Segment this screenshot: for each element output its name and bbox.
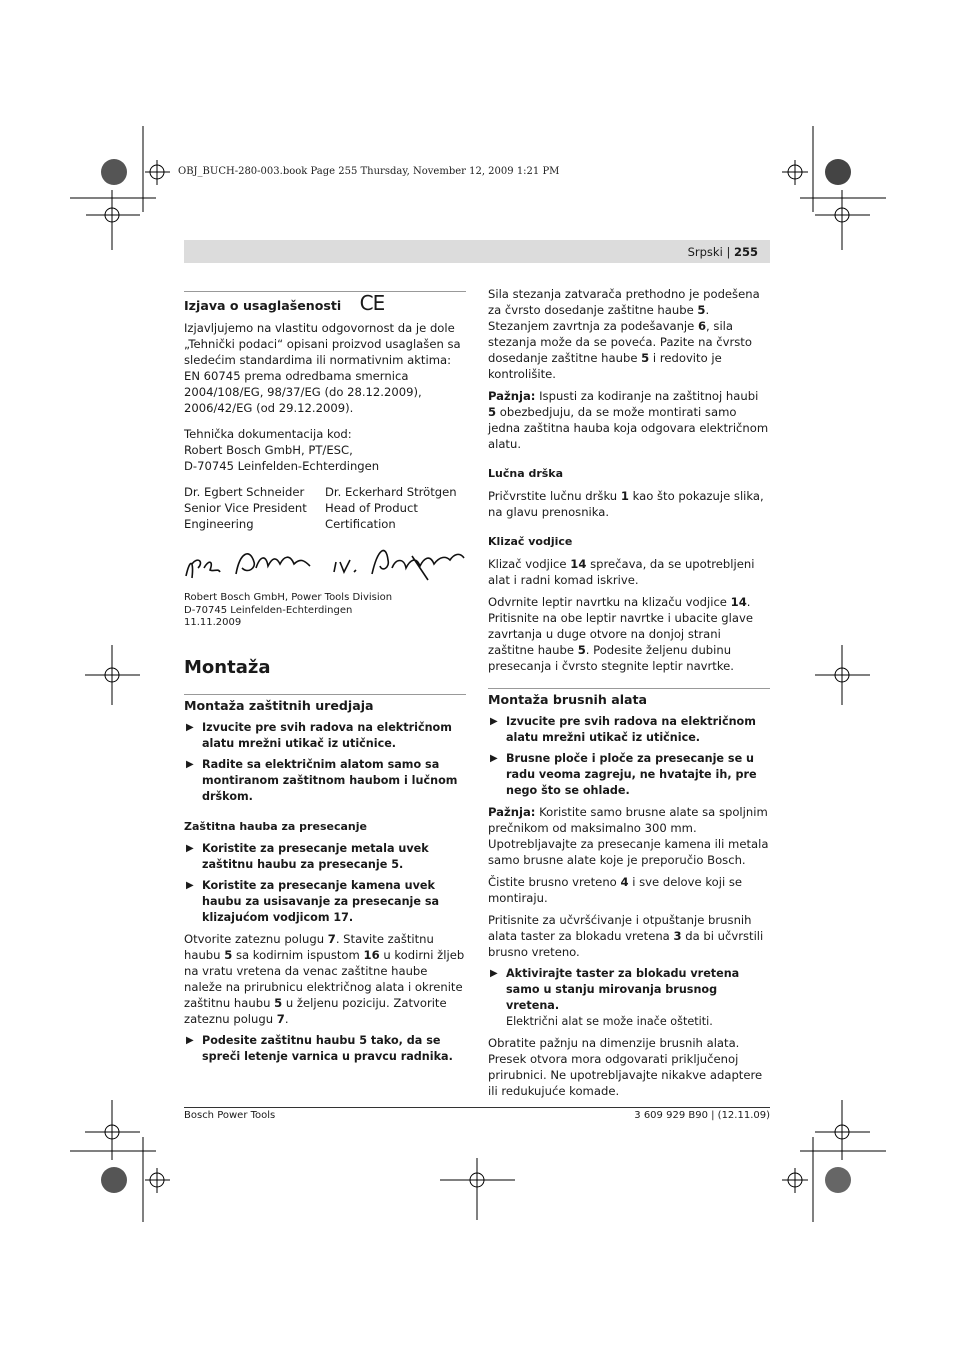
bullet-arrow-icon: ▶ (186, 842, 194, 854)
signer2-title2: Certification (325, 517, 396, 531)
signer-1 (184, 484, 325, 532)
ref-number: 14 (570, 557, 587, 571)
signer-2 (325, 484, 466, 532)
text-run: Klizač vodjice (488, 557, 571, 571)
text-run: sa kodirnim ispustom (232, 947, 364, 962)
bullet-arrow-icon: ▶ (186, 758, 194, 770)
declaration-title: Izjava o usaglašenosti (184, 298, 342, 313)
guard-mounting-heading: Montaža zaštitnih uredjaja (184, 694, 466, 714)
header-text (688, 245, 758, 259)
note-label: Pažnja: (488, 805, 536, 819)
footer-right: 3 609 929 B90 | (12.11.09) (634, 1110, 770, 1121)
ce-mark: CE (359, 291, 385, 315)
warning-bullet (184, 1033, 466, 1065)
bullet-text: Radite sa električnim alatom samo sa montiranom zaštitnom haubom i lučnom drškom. (202, 757, 458, 803)
ref-number: 5 (697, 303, 706, 317)
signer1-name: Dr. Egbert Schneider (184, 485, 305, 499)
bullet-text: Aktivirajte taster za blokadu vretena samo u stanju mirovanja brusnog vretena. (506, 967, 740, 1012)
guide-slide-heading: Klizač vodjice (488, 535, 573, 548)
signer2-title1: Head of Product (325, 501, 418, 515)
left-column (184, 291, 466, 1070)
text-run: . (284, 1011, 289, 1026)
signer1-title2: Engineering (184, 517, 254, 531)
text-run: da bi učvrstili brusno vreteno. (488, 929, 764, 959)
bullet-arrow-icon: ▶ (490, 716, 498, 727)
warning-bullet (488, 751, 770, 799)
text-run: . Podesite željenu dubinu presecanja i čvrsto stegnite leptir navrtke. (488, 643, 734, 673)
header-separator: | (726, 245, 731, 259)
text-run: Otvorite zateznu polugu (184, 931, 328, 946)
ref-number: 5 (577, 643, 586, 657)
grinding-tools-heading: Montaža brusnih alata (488, 688, 770, 708)
text-run: Koristite samo brusne alate sa spoljnim prečnikom od maksimalno 300 mm. Upotrebljavajte za presecanje kamena ili metala samo brusne alate koje je preporučio Bosch. (488, 805, 769, 867)
text-run: Ispusti za kodiranje na zaštitnoj haubi (535, 389, 759, 403)
tech-doc-address: D-70745 Leinfelden-Echterdingen (184, 459, 380, 473)
bullet-text: Izvucite pre svih radova na električnom alatu mrežni utikač iz utičnice. (506, 715, 756, 744)
footer-left: Bosch Power Tools (184, 1110, 276, 1121)
text-run: , sila stezanja može da se poveća. Pazite na čvrsto dosedanje zaštitne haube (488, 319, 752, 365)
clamp-paragraph (488, 286, 770, 382)
declaration-heading (184, 291, 466, 314)
ref-number: 4 (620, 875, 629, 889)
ref-number: 5 (224, 947, 233, 962)
bullet-arrow-icon: ▶ (186, 721, 194, 733)
company-line: Robert Bosch GmbH, Power Tools Division (184, 592, 393, 603)
note-diameter (488, 804, 770, 868)
bullet-text: Koristite za presecanje metala uvek zaštitnu haubu za presecanje 5. (202, 841, 429, 871)
ref-number: 7 (276, 1011, 285, 1026)
ref-number: 5 (641, 351, 650, 365)
company-block (184, 592, 466, 630)
declaration-date: 11.11.2009 (184, 617, 242, 628)
text-run: sprečava, da se upotrebljeni alat i radni komad iskrive. (488, 557, 755, 587)
bullet-text: Izvucite pre svih radova na električnom alatu mrežni utikač iz utičnice. (202, 720, 452, 750)
bullet-text: Brusne ploče i ploče za presecanje se u radu veoma zagreju, ne hvatajte ih, pre nego što se ohlade. (506, 752, 757, 797)
signers (184, 484, 466, 532)
ref-number: 6 (697, 319, 707, 333)
text-run: Pritisnite za učvršćivanje i otpuštanje brusnih alata taster za blokadu vretena (488, 913, 752, 943)
text-run: Odvrnite leptir navrtku na klizaču vodjice (488, 595, 731, 609)
text-run: u željenu poziciju. Zatvorite zateznu polugu (184, 995, 447, 1026)
ref-number: 7 (327, 931, 336, 946)
tech-doc (184, 426, 466, 474)
ref-number: 3 (673, 929, 682, 943)
bullet-arrow-icon: ▶ (186, 1034, 194, 1046)
signer1-title1: Senior Vice President (184, 501, 307, 515)
handle-paragraph (488, 488, 770, 520)
bullet-arrow-icon: ▶ (490, 968, 498, 979)
ref-number: 14 (730, 595, 747, 609)
slide-paragraph-2 (488, 594, 770, 674)
company-address: D-70745 Leinfelden-Echterdingen (184, 604, 353, 616)
text-run: kao što pokazuje slika, na glavu prenosnika. (488, 489, 764, 519)
ref-number: 5 (274, 995, 283, 1010)
ref-number: 16 (363, 947, 380, 962)
right-column (488, 286, 770, 1105)
text-run: . Stavite zaštitnu haubu (184, 931, 434, 962)
bullet-text: Podesite zaštitnu haubu 5 tako, da se spreči letenje varnica u pravcu radnika. (202, 1033, 453, 1063)
lever-paragraph (184, 931, 466, 1027)
warning-bullet (488, 966, 770, 1030)
footer-rule (184, 1107, 770, 1108)
text-run: u kodirni žljeb na vratu vretena da venac zaštitne haube naleže na prirubnicu električnog alata i okrenite zaštitnu haubu (184, 947, 465, 1010)
bullet-arrow-icon: ▶ (490, 753, 498, 764)
final-paragraph: Obratite pažnju na dimenzije brusnih alata. Presek otvora mora odgovarati priključenoj prirubnici. Ne upotrebljavajte nikakve adaptere ili redukujuće komade. (488, 1036, 763, 1098)
bullet-tail-text: Električni alat se može inače oštetiti. (506, 1015, 713, 1028)
ref-number: 1 (620, 489, 629, 503)
bullet-arrow-icon: ▶ (186, 879, 194, 891)
declaration-text: Izjavljujemo na vlastitu odgovornost da je dole „Tehnički podaci“ opisani proizvod usaglašen sa sledećim standardima ili normativnim aktima: EN 60745 prema odredbama smernica 2004/108/EG, 98/37/EG (do 28.12.2009), 2006/42/EG (od 29.12.2009). (184, 321, 461, 415)
text-run: obezbedjuju, da se može montirati samo jedna zaštitna hauba koja odgovara električnom alatu. (488, 405, 769, 451)
text-run: i sve delove koji se montiraju. (488, 875, 743, 905)
ref-number: 5 (488, 405, 497, 419)
note-coding (488, 388, 770, 452)
text-run: Pričvrstite lučnu dršku (488, 489, 621, 503)
text-run: Čistite brusno vreteno (488, 875, 621, 889)
print-info-line: OBJ_BUCH-280-003.book Page 255 Thursday, November 12, 2009 1:21 PM (178, 166, 560, 177)
warning-bullet (184, 757, 466, 805)
text-run: . Stezanjem zavrtnja za podešavanje (488, 303, 710, 333)
clean-paragraph (488, 874, 770, 906)
bullet-text: Koristite za presecanje kamena uvek haubu za usisavanje za presecanje sa klizajućom vodjicom 17. (202, 878, 440, 924)
handle-heading: Lučna drška (488, 467, 564, 480)
page-header (184, 240, 770, 263)
tech-doc-label: Tehnička dokumentacija kod: (184, 427, 352, 441)
warning-bullet (184, 841, 466, 873)
header-page-number: 255 (733, 245, 758, 259)
signatures-image (184, 538, 466, 588)
warning-bullet (488, 714, 770, 746)
press-paragraph (488, 912, 770, 960)
tech-doc-company: Robert Bosch GmbH, PT/ESC, (184, 443, 353, 457)
signer2-name: Dr. Eckerhard Strötgen (325, 485, 457, 499)
warning-bullet (184, 720, 466, 752)
warning-bullet (184, 878, 466, 926)
header-language: Srpski (687, 245, 723, 259)
text-run: Sila stezanja zatvarača prethodno je podešena za čvrsto dosedanje zaštitne haube (488, 287, 760, 317)
cutting-guard-heading: Zaštitna hauba za presecanje (184, 819, 367, 833)
text-run: . Pritisnite na obe leptir navrtke i ubacite glave zavrtanja u duge otvore na donjoj strani zaštitne haube (488, 595, 753, 657)
section-title: Montaža (184, 656, 271, 678)
note-label: Pažnja: (488, 389, 536, 403)
text-run: i redovito je kontrolišite. (488, 351, 722, 381)
slide-paragraph-1 (488, 556, 770, 588)
